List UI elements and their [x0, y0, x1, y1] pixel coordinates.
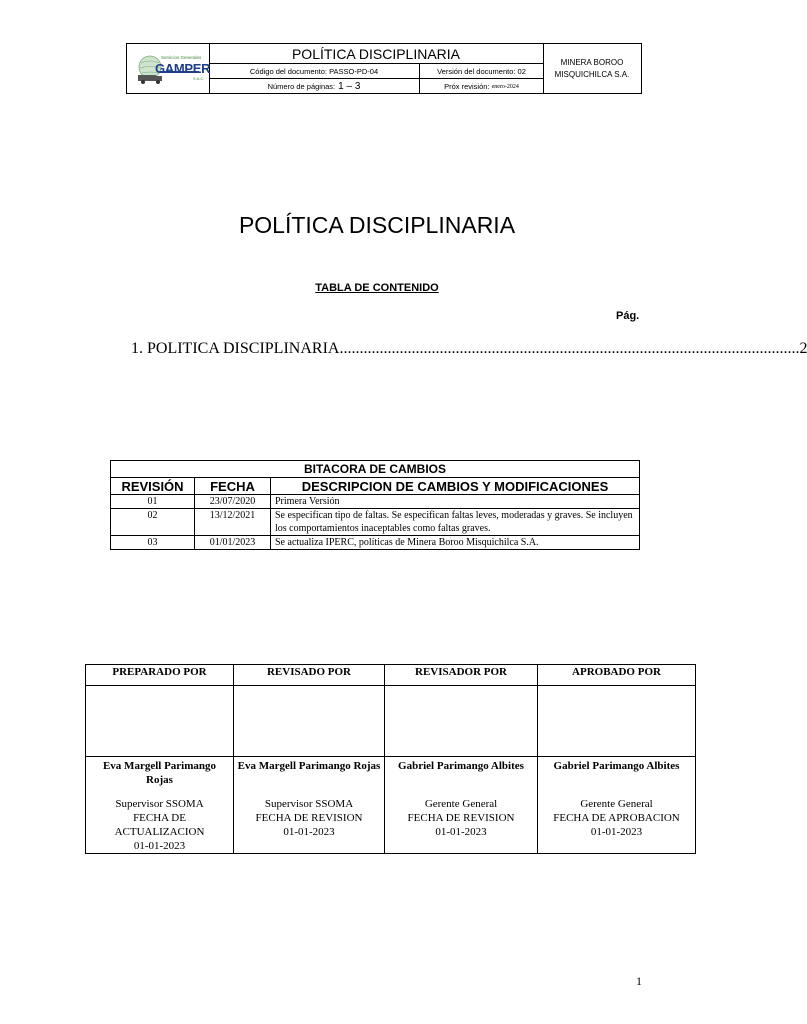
date-label: FECHA DE ACTUALIZACION	[114, 812, 205, 838]
table-row	[111, 509, 640, 536]
company-name: MINERA BOROO MISQUICHILCA S.A.	[554, 57, 630, 79]
signer-date	[234, 811, 385, 854]
signer-date	[86, 811, 234, 854]
signer-role: Gerente General	[385, 793, 538, 811]
prepared-by-header: PREPARADO POR	[86, 665, 234, 686]
reviewer-by-header: REVISADOR POR	[385, 665, 538, 686]
toc-entry-page: 2	[799, 340, 807, 357]
date-value: 01-01-2023	[590, 826, 643, 838]
logo-main-text: GAMPER	[155, 61, 211, 76]
column-header-date: FECHA	[195, 478, 271, 495]
signer-date	[385, 811, 538, 854]
logo-cell	[127, 44, 210, 93]
toc-entry[interactable]	[131, 340, 807, 358]
header-row-pages	[209, 79, 543, 94]
signer-name: Eva Margell Parimango Rojas	[86, 757, 234, 794]
signer-name: Gabriel Parimango Albites	[385, 757, 538, 794]
signer-role: Gerente General	[538, 793, 696, 811]
date-cell: 23/07/2020	[195, 495, 271, 509]
logo-top-text: Servicios Generales	[161, 55, 202, 60]
signer-role: Supervisor SSOMA	[234, 793, 385, 811]
column-header-revision: REVISIÓN	[111, 478, 195, 495]
revision-cell: 03	[111, 536, 195, 550]
description-cell: Se actualiza IPERC, políticas de Minera Boroo Misquichilca S.A.	[271, 536, 640, 550]
date-label: FECHA DE APROBACION	[553, 812, 680, 824]
date-cell: 01/01/2023	[195, 536, 271, 550]
date-value: 01-01-2023	[435, 826, 487, 838]
change-log-table	[110, 460, 640, 550]
header-row-code	[209, 64, 543, 79]
header-title: POLÍTICA DISCIPLINARIA	[209, 44, 543, 64]
revision-cell: 02	[111, 509, 195, 536]
table-row	[111, 495, 640, 509]
date-label: FECHA DE REVISION	[407, 812, 515, 824]
approval-table	[85, 664, 696, 854]
signer-name: Gabriel Parimango Albites	[538, 757, 696, 794]
header-info	[209, 44, 544, 93]
reviewed-by-header: REVISADO POR	[234, 665, 385, 686]
signature-box	[538, 686, 696, 757]
signature-box	[385, 686, 538, 757]
date-label: FECHA DE REVISION	[255, 812, 363, 824]
signature-box	[234, 686, 385, 757]
document-header	[126, 43, 642, 94]
date-cell: 13/12/2021	[195, 509, 271, 536]
signer-name: Eva Margell Parimango Rojas	[234, 757, 385, 794]
page-count	[209, 79, 420, 94]
next-revision-value: enero-2024	[491, 83, 519, 90]
date-value: 01-01-2023	[133, 840, 186, 852]
page-column-label: Pág.	[616, 310, 640, 322]
page-count-label: Número de páginas:	[267, 82, 336, 91]
column-header-description: DESCRIPCION DE CAMBIOS Y MODIFICACIONES	[271, 478, 640, 495]
description-cell: Se especifican tipo de faltas. Se especifican faltas leves, moderadas y graves. Se incluyen los comportamientos inaceptables como faltas graves.	[271, 509, 640, 536]
toc-entry-leader: ...................................................................................................................	[339, 340, 800, 357]
change-log-caption: BITACORA DE CAMBIOS	[111, 461, 640, 478]
gamper-logo	[135, 53, 211, 87]
approved-by-header: APROBADO POR	[538, 665, 696, 686]
table-row	[111, 536, 640, 550]
document-title: POLÍTICA DISCIPLINARIA	[238, 212, 516, 238]
revision-cell: 01	[111, 495, 195, 509]
page-number: 1	[636, 974, 642, 988]
date-value: 01-01-2023	[283, 826, 335, 838]
signer-date	[538, 811, 696, 854]
toc-entry-label: 1. POLITICA DISCIPLINARIA	[131, 340, 340, 357]
logo-suffix-text: S.A.C.	[193, 76, 205, 81]
next-revision-label: Próx revisión:	[444, 82, 490, 91]
next-revision	[420, 79, 543, 94]
toc-heading: TABLA DE CONTENIDO	[315, 282, 439, 294]
signer-role: Supervisor SSOMA	[86, 793, 234, 811]
signature-box	[86, 686, 234, 757]
doc-version: Versión del documento: 02	[437, 66, 526, 76]
doc-code: Código del documento: PASSO-PD-04	[209, 64, 420, 78]
description-cell: Primera Versión	[271, 495, 640, 509]
page-count-value: 1 – 3	[338, 81, 361, 92]
